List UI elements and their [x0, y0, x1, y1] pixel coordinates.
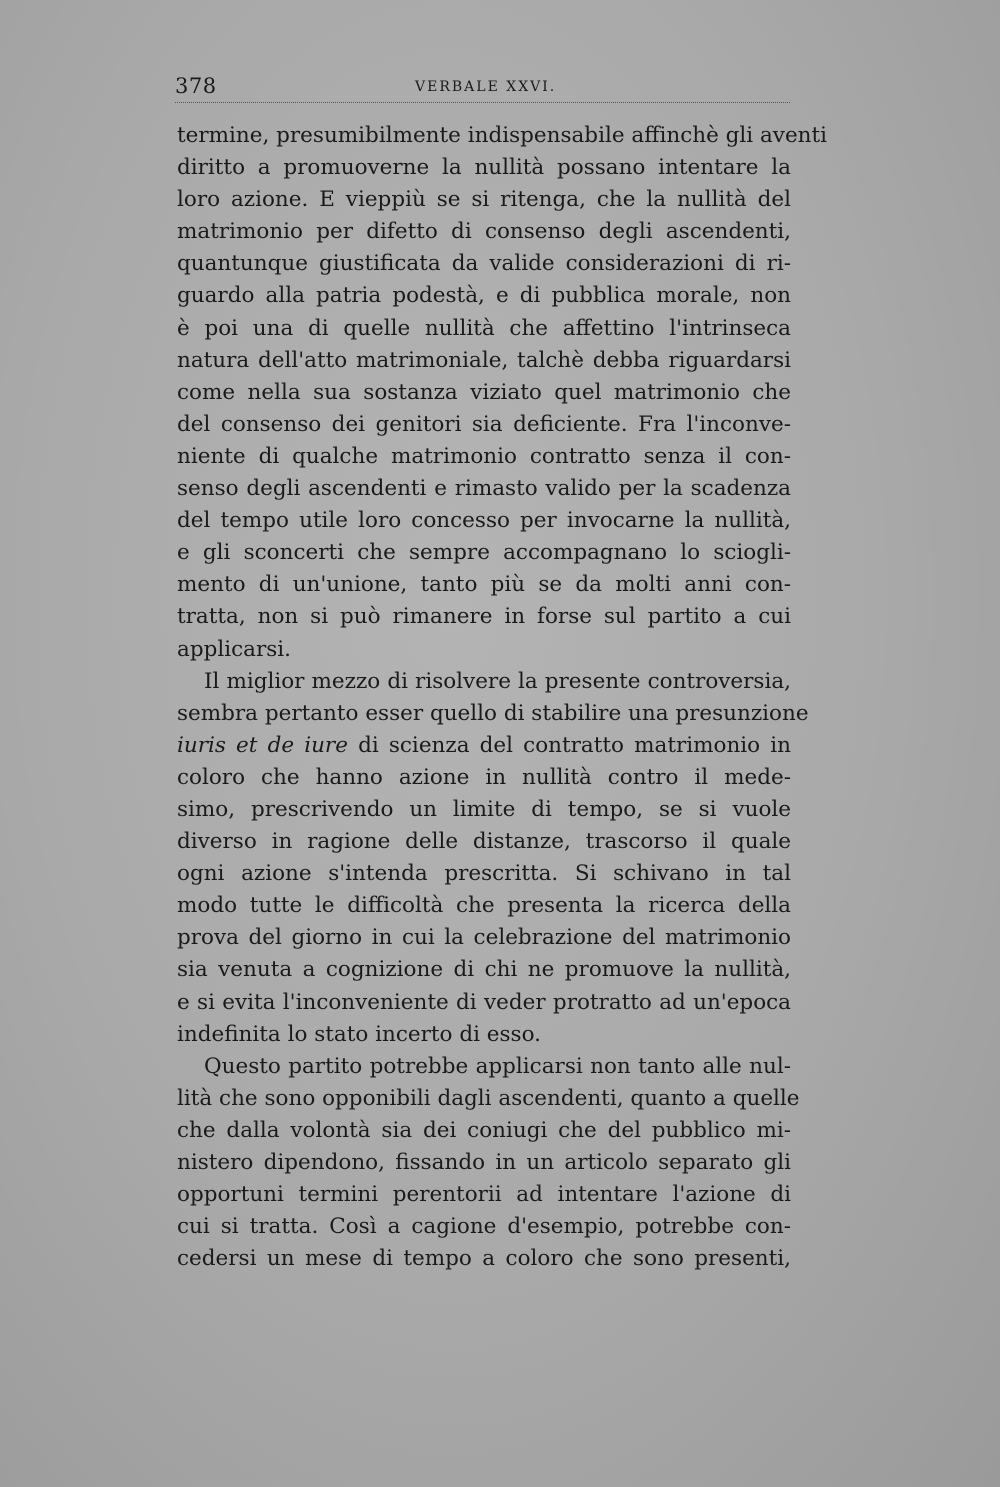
text-line: come nella sua sostanza viziato quel matrimonio che	[177, 379, 791, 405]
text-line: sembra pertanto esser quello di stabilire una presunzione	[177, 700, 809, 726]
text-line: modo tutte le difficoltà che presenta la ricerca della	[177, 893, 791, 919]
text-line: loro azione. E vieppiù se si ritenga, che la nullità del	[177, 187, 791, 213]
text-line: tratta, non si può rimanere in forse sul partito a cui	[177, 604, 791, 630]
text-line: matrimonio per difetto di consenso degli ascendenti,	[177, 219, 791, 245]
text-line: natura dell'atto matrimoniale, talchè debba riguardarsi	[177, 347, 791, 373]
text-line: cui si tratta. Così a cagione d'esempio, potrebbe con-	[177, 1214, 791, 1240]
paragraph-end-line: indefinita lo stato incerto di esso.	[177, 1021, 541, 1047]
text-line: sia venuta a cognizione di chi ne promuove la nullità,	[177, 957, 791, 983]
page-header	[175, 72, 790, 103]
text-line: diritto a promuoverne la nullità possano intentare la	[177, 155, 791, 181]
text-line: e si evita l'inconveniente di veder protratto ad un'epoca	[177, 989, 791, 1015]
text-line: lità che sono opponibili dagli ascendenti, quanto a quelle	[177, 1085, 800, 1111]
text-line: ogni azione s'intenda prescritta. Si schivano in tal	[177, 861, 791, 887]
text-line: quantunque giustificata da valide considerazioni di ri-	[177, 251, 791, 277]
text-line: coloro che hanno azione in nullità contro il mede-	[177, 764, 791, 790]
text-line: opportuni termini perentorii ad intentare l'azione di	[177, 1182, 791, 1208]
text-line: è poi una di quelle nullità che affettino l'intrinseca	[177, 315, 791, 341]
text-line-rest: di scienza del contratto matrimonio in	[358, 732, 791, 758]
page-number: 378	[175, 74, 217, 98]
text-line: diverso in ragione delle distanze, trascorso il quale	[177, 829, 791, 855]
text-line: e gli sconcerti che sempre accompagnano lo sciogli-	[177, 540, 791, 566]
italic-phrase: iuris et de iure	[177, 732, 348, 758]
text-line: prova del giorno in cui la celebrazione del matrimonio	[177, 925, 791, 951]
paragraph-end-line: applicarsi.	[177, 636, 291, 662]
text-line: del tempo utile loro concesso per invocarne la nullità,	[177, 508, 791, 534]
body-text	[177, 120, 828, 1275]
paragraph-start-line: Questo partito potrebbe applicarsi non tanto alle nul-	[204, 1053, 791, 1079]
text-line: guardo alla patria podestà, e di pubblica morale, non	[177, 283, 791, 309]
text-line: che dalla volontà sia dei coniugi che del pubblico mi-	[177, 1117, 791, 1143]
text-line: del consenso dei genitori sia deficiente. Fra l'inconve-	[177, 411, 791, 437]
text-line: cedersi un mese di tempo a coloro che sono presenti,	[177, 1246, 791, 1272]
text-line: niente di qualche matrimonio contratto senza il con-	[177, 443, 791, 469]
text-line: termine, presumibilmente indispensabile affinchè gli aventi	[177, 123, 828, 148]
text-line: simo, prescrivendo un limite di tempo, se si vuole	[177, 796, 791, 822]
text-line: nistero dipendono, fissando in un articolo separato gli	[177, 1150, 791, 1175]
paragraph-start-line: Il miglior mezzo di risolvere la presente controversia,	[204, 668, 791, 694]
text-line-with-italic	[177, 730, 791, 762]
text-line: mento di un'unione, tanto più se da molti anni con-	[177, 572, 791, 598]
running-head: VERBALE XXVI.	[415, 79, 557, 95]
text-line: senso degli ascendenti e rimasto valido per la scadenza	[177, 476, 791, 502]
